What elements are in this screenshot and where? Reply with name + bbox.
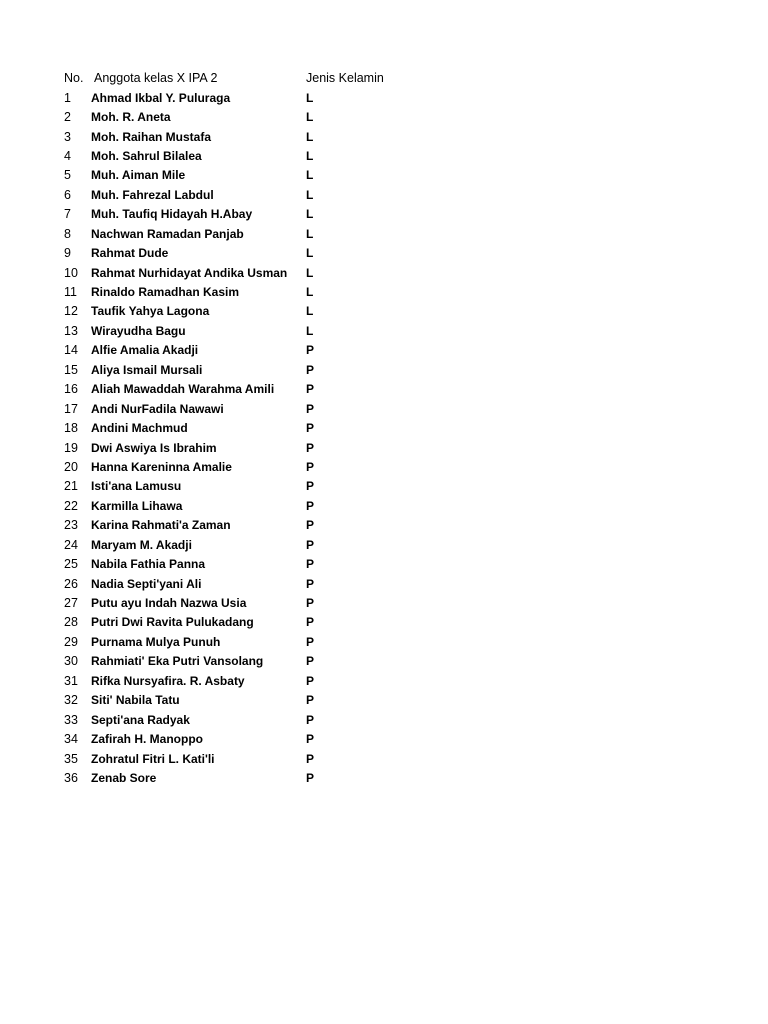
member-name: Rahmiati' Eka Putri Vansolang bbox=[91, 654, 264, 669]
table-row bbox=[64, 419, 444, 438]
row-number: 34 bbox=[64, 732, 78, 747]
row-number: 29 bbox=[64, 634, 78, 649]
member-gender: P bbox=[306, 459, 315, 474]
table-row bbox=[64, 749, 444, 768]
member-name: Rahmat Nurhidayat Andika Usman bbox=[91, 265, 288, 280]
table-row bbox=[64, 730, 444, 749]
table-row bbox=[64, 380, 444, 399]
row-number: 7 bbox=[64, 207, 71, 222]
member-name: Moh. Sahrul Bilalea bbox=[91, 148, 202, 163]
member-gender: L bbox=[306, 168, 314, 183]
row-number: 5 bbox=[64, 168, 71, 183]
member-name: Zohratul Fitri L. Kati'li bbox=[91, 751, 215, 766]
member-name: Siti' Nabila Tatu bbox=[91, 693, 180, 708]
row-number: 21 bbox=[64, 479, 78, 494]
table-row bbox=[64, 302, 444, 321]
table-row bbox=[64, 574, 444, 593]
row-number: 11 bbox=[64, 285, 77, 300]
row-number: 23 bbox=[64, 518, 78, 533]
member-name: Andini Machmud bbox=[91, 421, 188, 436]
row-number: 15 bbox=[64, 362, 78, 377]
member-gender: L bbox=[306, 246, 314, 261]
member-gender: P bbox=[306, 498, 315, 513]
member-name: Rifka Nursyafira. R. Asbaty bbox=[91, 673, 245, 688]
row-number: 24 bbox=[64, 537, 78, 552]
table-header-row bbox=[64, 69, 444, 88]
member-gender: P bbox=[306, 362, 315, 377]
member-name: Purnama Mulya Punuh bbox=[91, 634, 221, 649]
member-gender: P bbox=[306, 673, 315, 688]
member-name: Nabila Fathia Panna bbox=[91, 557, 206, 572]
table-row bbox=[64, 691, 444, 710]
member-name: Alfie Amalia Akadji bbox=[91, 343, 199, 358]
member-gender: P bbox=[306, 634, 315, 649]
member-name: Rinaldo Ramadhan Kasim bbox=[91, 285, 240, 300]
member-name: Andi NurFadila Nawawi bbox=[91, 401, 224, 416]
member-name: Putri Dwi Ravita Pulukadang bbox=[91, 615, 254, 630]
row-number: 1 bbox=[64, 90, 71, 105]
table-row bbox=[64, 555, 444, 574]
row-number: 6 bbox=[64, 187, 71, 202]
table-row bbox=[64, 672, 444, 691]
member-name: Ahmad Ikbal Y. Puluraga bbox=[91, 90, 231, 105]
member-gender: L bbox=[306, 110, 314, 125]
row-number: 18 bbox=[64, 421, 78, 436]
row-number: 30 bbox=[64, 654, 78, 669]
row-number: 17 bbox=[64, 401, 78, 416]
row-number: 31 bbox=[64, 673, 78, 688]
member-gender: L bbox=[306, 323, 314, 338]
row-number: 28 bbox=[64, 615, 78, 630]
member-gender: P bbox=[306, 732, 315, 747]
member-name: Wirayudha Bagu bbox=[91, 323, 186, 338]
table-row bbox=[64, 341, 444, 360]
member-gender: L bbox=[306, 129, 314, 144]
member-name: Hanna Kareninna Amalie bbox=[91, 459, 232, 474]
member-name: Karina Rahmati'a Zaman bbox=[91, 518, 231, 533]
table-row bbox=[64, 516, 444, 535]
table-row bbox=[64, 652, 444, 671]
table-row bbox=[64, 205, 444, 224]
member-gender: L bbox=[306, 304, 314, 319]
member-name: Taufik Yahya Lagona bbox=[91, 304, 210, 319]
table-row bbox=[64, 166, 444, 185]
table-row bbox=[64, 497, 444, 516]
member-name: Aliah Mawaddah Warahma Amili bbox=[91, 382, 275, 397]
row-number: 19 bbox=[64, 440, 78, 455]
member-gender: P bbox=[306, 401, 315, 416]
table-row bbox=[64, 88, 444, 107]
row-number: 26 bbox=[64, 576, 78, 591]
row-number: 35 bbox=[64, 751, 78, 766]
table-row bbox=[64, 458, 444, 477]
member-gender: L bbox=[306, 207, 314, 222]
table-row bbox=[64, 263, 444, 282]
row-number: 33 bbox=[64, 712, 78, 727]
member-gender: P bbox=[306, 751, 315, 766]
member-name: Moh. Raihan Mustafa bbox=[91, 129, 212, 144]
row-number: 10 bbox=[64, 265, 78, 280]
row-number: 9 bbox=[64, 246, 71, 261]
row-number: 36 bbox=[64, 770, 78, 785]
member-gender: P bbox=[306, 479, 315, 494]
member-name: Muh. Taufiq Hidayah H.Abay bbox=[91, 207, 253, 222]
table-row bbox=[64, 710, 444, 729]
table-row bbox=[64, 322, 444, 341]
row-number: 14 bbox=[64, 343, 78, 358]
member-gender: P bbox=[306, 537, 315, 552]
table-row bbox=[64, 108, 444, 127]
member-name: Nadia Septi'yani Ali bbox=[91, 576, 202, 591]
member-name: Zenab Sore bbox=[91, 770, 157, 785]
member-gender: L bbox=[306, 285, 314, 300]
member-gender: P bbox=[306, 615, 315, 630]
table-row bbox=[64, 477, 444, 496]
member-gender: L bbox=[306, 265, 314, 280]
member-gender: P bbox=[306, 654, 315, 669]
table-row bbox=[64, 186, 444, 205]
member-gender: P bbox=[306, 596, 315, 611]
header-member-name: Anggota kelas X IPA 2 bbox=[94, 71, 218, 86]
table-row bbox=[64, 147, 444, 166]
row-number: 4 bbox=[64, 148, 71, 163]
table-row bbox=[64, 361, 444, 380]
table-row bbox=[64, 127, 444, 146]
row-number: 27 bbox=[64, 596, 78, 611]
header-no: No. bbox=[64, 71, 84, 86]
member-name: Rahmat Dude bbox=[91, 246, 169, 261]
row-number: 2 bbox=[64, 110, 71, 125]
member-name: Zafirah H. Manoppo bbox=[91, 732, 203, 747]
member-name: Isti'ana Lamusu bbox=[91, 479, 182, 494]
table-row bbox=[64, 536, 444, 555]
member-gender: P bbox=[306, 518, 315, 533]
member-gender: P bbox=[306, 693, 315, 708]
member-gender: L bbox=[306, 226, 314, 241]
table-row bbox=[64, 244, 444, 263]
member-name: Aliya Ismail Mursali bbox=[91, 362, 203, 377]
table-row bbox=[64, 225, 444, 244]
member-name: Nachwan Ramadan Panjab bbox=[91, 226, 244, 241]
member-gender: P bbox=[306, 421, 315, 436]
row-number: 16 bbox=[64, 382, 78, 397]
member-gender: L bbox=[306, 90, 314, 105]
row-number: 13 bbox=[64, 323, 78, 338]
member-gender: P bbox=[306, 770, 315, 785]
member-gender: P bbox=[306, 712, 315, 727]
member-name: Muh. Aiman Mile bbox=[91, 168, 186, 183]
table-body bbox=[64, 88, 444, 788]
member-name: Dwi Aswiya Is Ibrahim bbox=[91, 440, 217, 455]
row-number: 12 bbox=[64, 304, 78, 319]
table-row bbox=[64, 613, 444, 632]
table-row bbox=[64, 769, 444, 788]
member-name: Moh. R. Aneta bbox=[91, 110, 171, 125]
row-number: 3 bbox=[64, 129, 71, 144]
table-row bbox=[64, 438, 444, 457]
table-row bbox=[64, 399, 444, 418]
row-number: 8 bbox=[64, 226, 71, 241]
member-gender: L bbox=[306, 187, 314, 202]
member-gender: P bbox=[306, 440, 315, 455]
member-name: Septi'ana Radyak bbox=[91, 712, 190, 727]
member-gender: L bbox=[306, 148, 314, 163]
class-member-table bbox=[64, 69, 444, 788]
table-row bbox=[64, 283, 444, 302]
header-gender: Jenis Kelamin bbox=[306, 71, 384, 86]
row-number: 22 bbox=[64, 498, 78, 513]
table-row bbox=[64, 633, 444, 652]
member-name: Muh. Fahrezal Labdul bbox=[91, 187, 214, 202]
row-number: 20 bbox=[64, 459, 78, 474]
member-gender: P bbox=[306, 557, 315, 572]
member-gender: P bbox=[306, 576, 315, 591]
row-number: 32 bbox=[64, 693, 78, 708]
row-number: 25 bbox=[64, 557, 78, 572]
member-gender: P bbox=[306, 382, 315, 397]
table-row bbox=[64, 594, 444, 613]
member-gender: P bbox=[306, 343, 315, 358]
member-name: Karmilla Lihawa bbox=[91, 498, 183, 513]
member-name: Maryam M. Akadji bbox=[91, 537, 192, 552]
member-name: Putu ayu Indah Nazwa Usia bbox=[91, 596, 247, 611]
